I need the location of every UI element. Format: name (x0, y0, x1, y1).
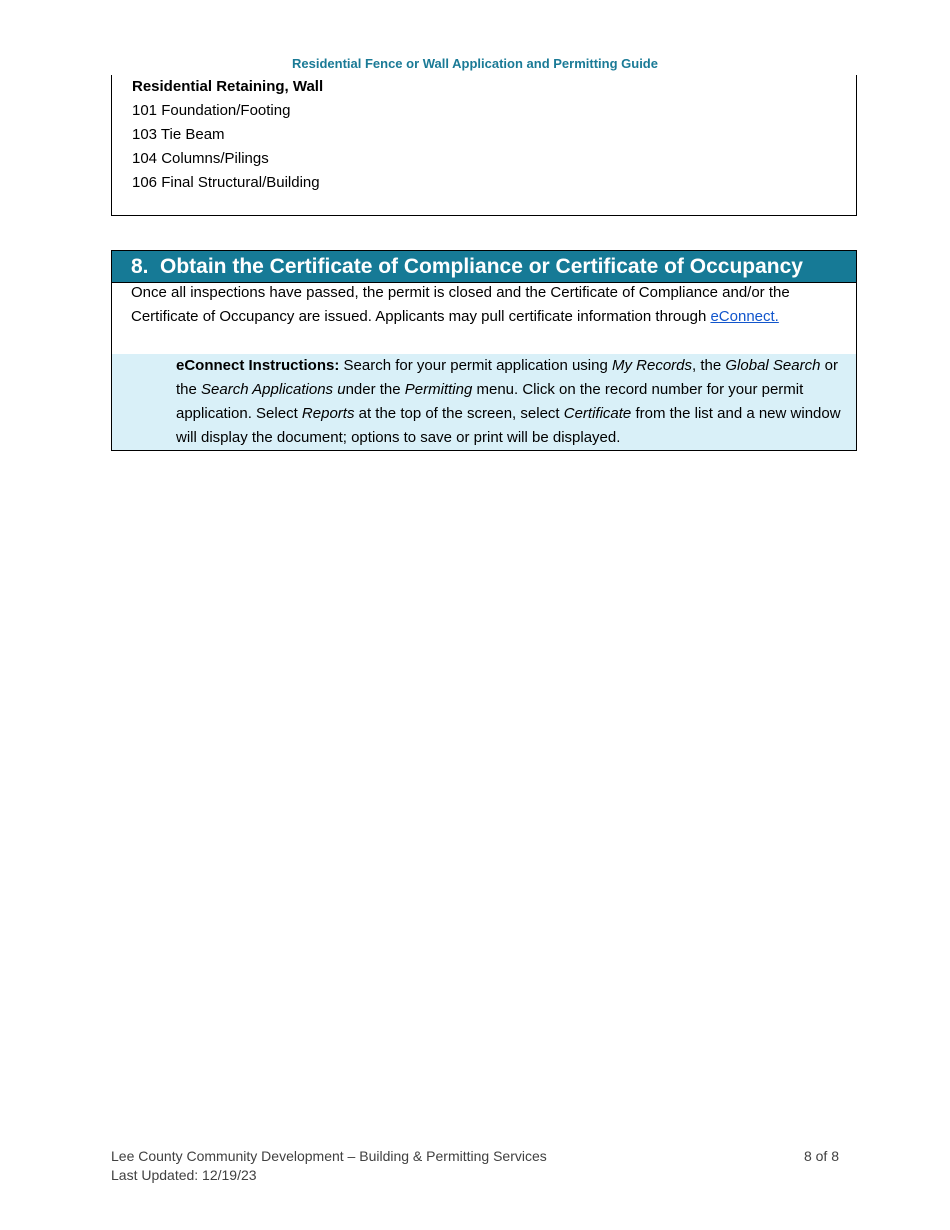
inspection-item: 104 Columns/Pilings (132, 150, 269, 167)
instr-italic: My Records (612, 357, 693, 374)
section-heading-bar (112, 251, 856, 283)
footer-org: Lee County Community Development – Building & Permitting Services (111, 1148, 547, 1164)
instr-text: Search for your permit application using (339, 357, 612, 374)
instr-italic: Search Applications u (201, 381, 346, 398)
inspection-item: 101 Foundation/Footing (132, 102, 291, 119)
inspection-item: 106 Final Structural/Building (132, 174, 320, 191)
running-header: Residential Fence or Wall Application and Permitting Guide (292, 56, 658, 71)
econnect-instructions-panel (112, 354, 856, 450)
inspection-list-heading: Residential Retaining, Wall (132, 78, 324, 95)
instr-italic: Permitting (404, 381, 473, 398)
instr-text: , the (692, 357, 726, 374)
instr-italic: Reports (301, 405, 355, 422)
instr-text: menu. Click on the record number for your permit application. Select (176, 381, 804, 422)
inspection-list (132, 75, 323, 195)
inspection-item: 103 Tie Beam (132, 126, 225, 143)
instr-text: from the list and a new window will display the document; options to save or print will be displayed. (176, 405, 841, 446)
instr-italic: Certificate (563, 405, 632, 422)
section-title: Obtain the Certificate of Compliance or Certificate of Occupancy (160, 255, 803, 278)
intro-text: Once all inspections have passed, the permit is closed and the Certificate of Compliance and/or the Certificate of Occupancy are issued. Applicants may pull certificate information through (131, 284, 790, 325)
section-intro-paragraph (131, 281, 841, 329)
page-number: 8 of 8 (803, 1148, 839, 1164)
instr-text: nder the (345, 381, 405, 398)
econnect-instructions-text (176, 354, 846, 450)
section-8-box (111, 250, 857, 451)
econnect-link[interactable]: eConnect. (710, 308, 779, 325)
section-number: 8. (131, 255, 149, 278)
instr-text: at the top of the screen, select (354, 405, 564, 422)
instructions-label: eConnect Instructions: (176, 357, 340, 374)
page-footer (111, 1147, 839, 1185)
footer-last-updated: Last Updated: 12/19/23 (111, 1167, 257, 1183)
inspections-box (111, 75, 857, 216)
instr-italic: Global Search (725, 357, 821, 374)
instr-text: or the (176, 357, 838, 398)
